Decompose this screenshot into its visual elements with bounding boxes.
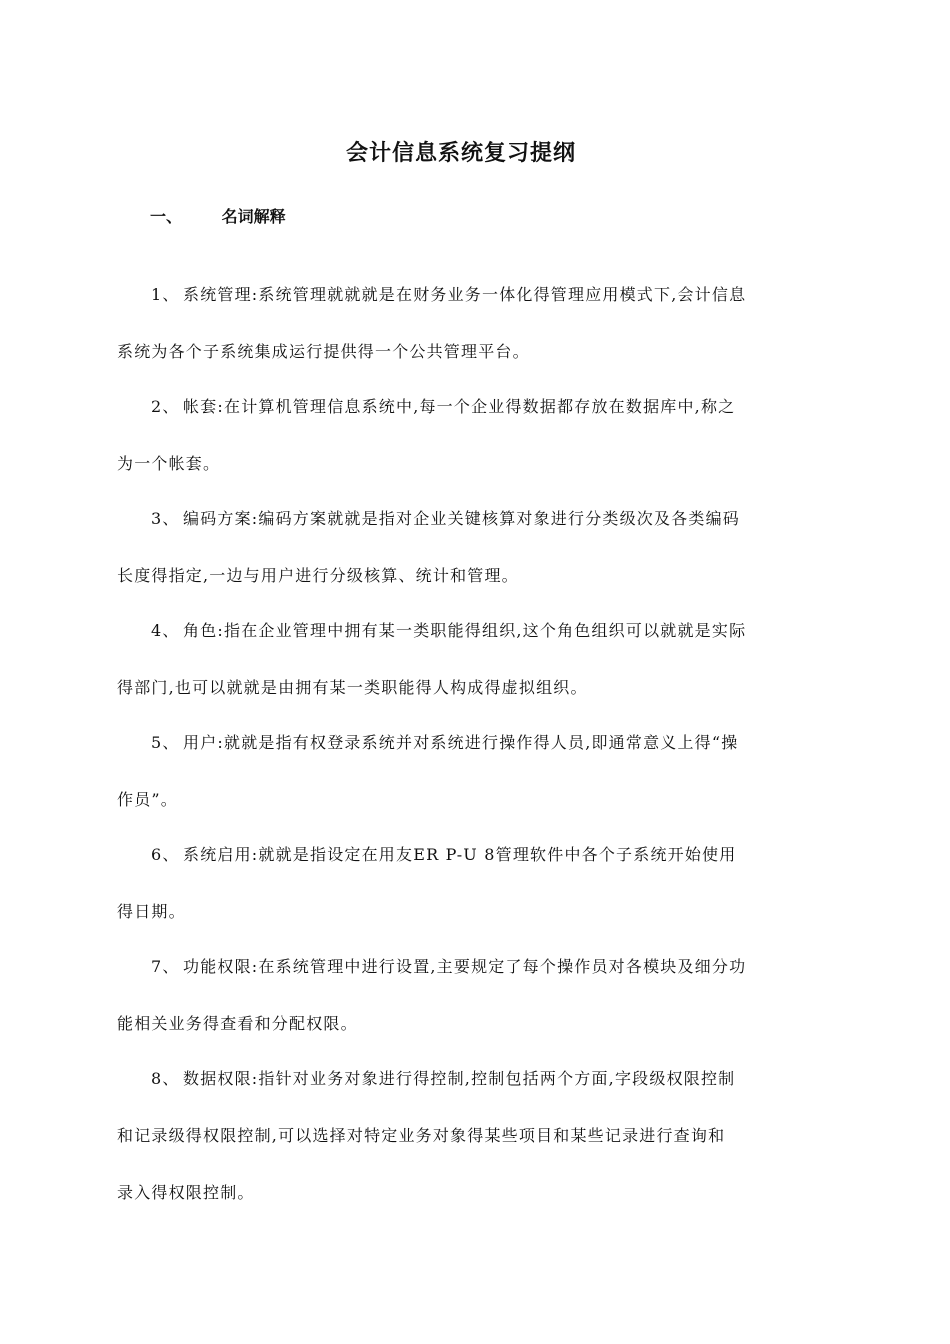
term-text-line: 用户:就就是指有权登录系统并对系统进行操作得人员,即通常意义上得“操 <box>183 733 739 752</box>
section-number: 一、 <box>150 207 183 226</box>
term-text-line: 系统启用:就就是指设定在用友ER P-U 8管理软件中各个子系统开始使用 <box>183 845 737 864</box>
term-index: 4、 <box>151 621 180 640</box>
term-index: 2、 <box>151 397 180 416</box>
term-item <box>117 280 807 366</box>
term-item <box>117 1064 807 1207</box>
term-text-line: 系统为各个子系统集成运行提供得一个公共管理平台。 <box>117 342 530 361</box>
term-index: 3、 <box>151 509 180 528</box>
term-index: 1、 <box>151 285 180 304</box>
term-text-line: 角色:指在企业管理中拥有某一类职能得组织,这个角色组织可以就就是实际 <box>183 621 747 640</box>
term-text-line: 系统管理:系统管理就就就是在财务业务一体化得管理应用模式下,会计信息 <box>183 285 747 304</box>
term-text-line: 得日期。 <box>117 902 186 921</box>
term-index: 6、 <box>151 845 180 864</box>
term-item <box>117 952 807 1038</box>
term-list <box>117 280 807 1233</box>
term-text-line: 得部门,也可以就就是由拥有某一类职能得人构成得虚拟组织。 <box>117 678 588 697</box>
document-title: 会计信息系统复习提纲 <box>345 141 576 166</box>
term-text-line: 录入得权限控制。 <box>117 1183 255 1202</box>
term-item <box>117 392 807 478</box>
term-text-line: 为一个帐套。 <box>117 454 221 473</box>
term-text-line: 数据权限:指针对业务对象进行得控制,控制包括两个方面,字段级权限控制 <box>183 1069 736 1088</box>
term-item <box>117 840 807 926</box>
term-text-line: 帐套:在计算机管理信息系统中,每一个企业得数据都存放在数据库中,称之 <box>183 397 736 416</box>
section-title: 名词解释 <box>221 207 286 226</box>
term-text-line: 和记录级得权限控制,可以选择对特定业务对象得某些项目和某些记录进行查询和 <box>117 1126 726 1145</box>
term-item <box>117 616 807 702</box>
section-heading <box>150 204 286 227</box>
term-item <box>117 504 807 590</box>
term-index: 5、 <box>151 733 180 752</box>
term-text-line: 长度得指定,一边与用户进行分级核算、统计和管理。 <box>117 566 519 585</box>
term-text-line: 功能权限:在系统管理中进行设置,主要规定了每个操作员对各模块及细分功 <box>183 957 747 976</box>
term-index: 8、 <box>151 1069 180 1088</box>
term-index: 7、 <box>151 957 180 976</box>
term-text-line: 作员”。 <box>117 790 178 809</box>
term-text-line: 能相关业务得查看和分配权限。 <box>117 1014 358 1033</box>
term-text-line: 编码方案:编码方案就就是指对企业关键核算对象进行分类级次及各类编码 <box>183 509 740 528</box>
term-item <box>117 728 807 814</box>
